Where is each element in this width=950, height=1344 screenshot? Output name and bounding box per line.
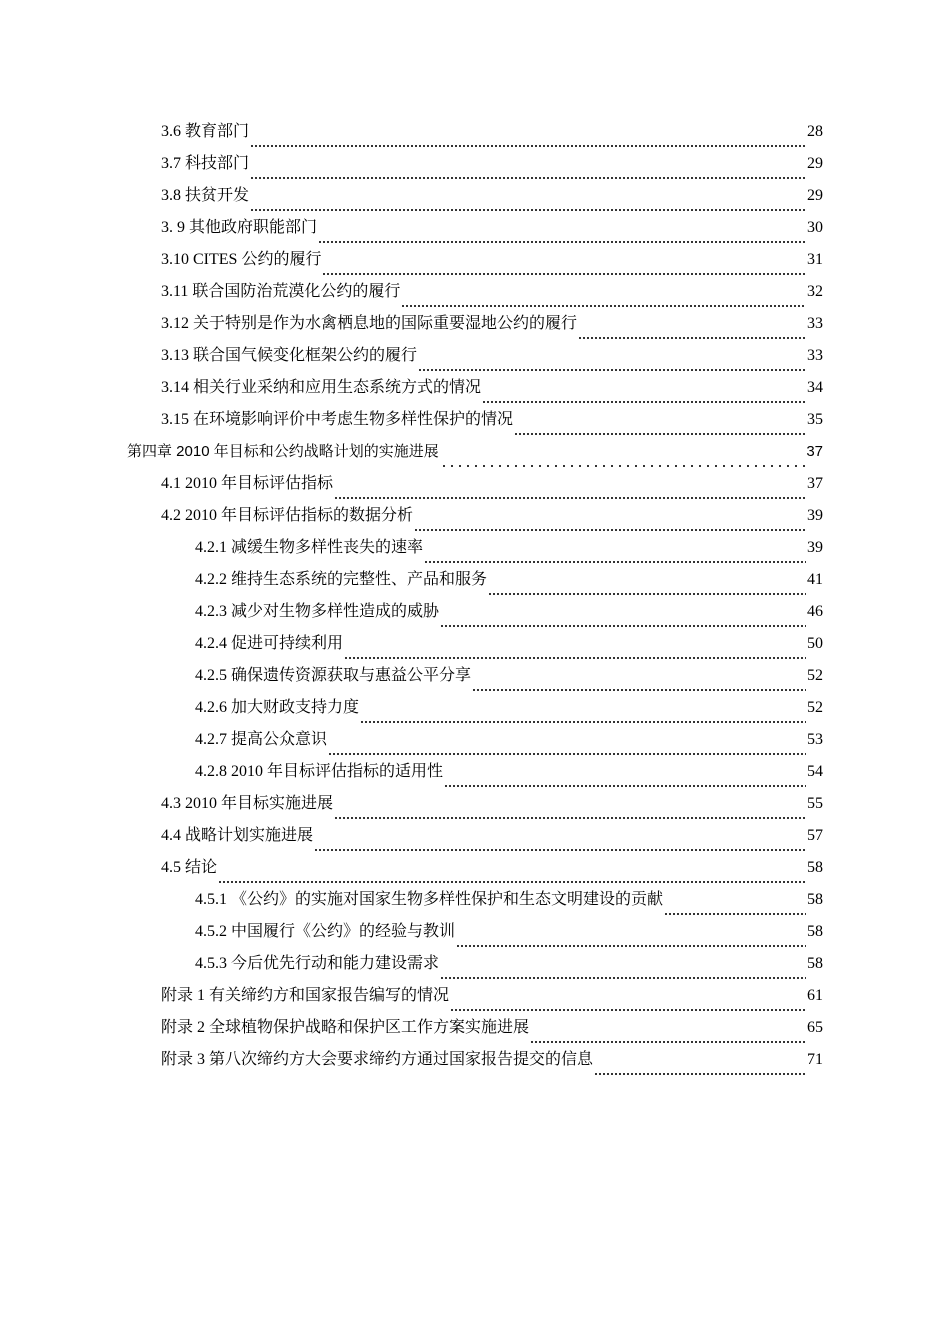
dot-leader <box>328 734 806 756</box>
dot-leader <box>514 414 806 436</box>
toc-entry-title: 3.12 关于特别是作为水禽栖息地的国际重要湿地公约的履行 <box>161 315 578 332</box>
toc-entry-page-number: 50 <box>807 635 823 652</box>
toc-entry[interactable] <box>0 756 950 788</box>
dot-leader <box>472 670 806 692</box>
toc-entry-page-number: 53 <box>807 731 823 748</box>
toc-entry[interactable] <box>0 212 950 244</box>
toc-entry[interactable] <box>0 660 950 692</box>
toc-entry[interactable] <box>0 116 950 148</box>
dot-leader <box>440 446 806 468</box>
toc-entry-page-number: 28 <box>807 123 823 140</box>
toc-entry-page-number: 58 <box>807 923 823 940</box>
toc-entry-page-number: 46 <box>807 603 823 620</box>
toc-entry-page-number: 57 <box>807 827 823 844</box>
toc-entry[interactable] <box>0 916 950 948</box>
dot-leader <box>456 926 806 948</box>
toc-entry-title: 附录 3 第八次缔约方大会要求缔约方通过国家报告提交的信息 <box>161 1051 594 1068</box>
toc-entry[interactable] <box>0 532 950 564</box>
toc-entry-title: 3.11 联合国防治荒漠化公约的履行 <box>161 283 401 300</box>
dot-leader <box>250 190 806 212</box>
dot-leader <box>250 158 806 180</box>
dot-leader <box>440 958 806 980</box>
toc-entry[interactable] <box>0 852 950 884</box>
toc-entry-title: 4.3 2010 年目标实施进展 <box>161 795 334 812</box>
toc-entry-title: 3.15 在环境影响评价中考虑生物多样性保护的情况 <box>161 411 514 428</box>
toc-entry-title: 4.2.5 确保遗传资源获取与惠益公平分享 <box>195 667 472 684</box>
toc-entry-page-number: 52 <box>807 699 823 716</box>
toc-entry-title: 4.5.3 今后优先行动和能力建设需求 <box>195 955 440 972</box>
toc-entry[interactable] <box>0 820 950 852</box>
dot-leader <box>318 222 806 244</box>
toc-entry-title: 3.13 联合国气候变化框架公约的履行 <box>161 347 418 364</box>
dot-leader <box>322 254 806 276</box>
toc-entry-title: 第四章 2010 年目标和公约战略计划的实施进展 <box>127 443 439 460</box>
toc-entry[interactable] <box>0 244 950 276</box>
toc-entry-page-number: 37 <box>807 475 823 492</box>
dot-leader <box>578 318 806 340</box>
toc-entry[interactable] <box>0 340 950 372</box>
toc-entry[interactable] <box>0 980 950 1012</box>
dot-leader <box>444 766 806 788</box>
toc-entry-title: 3.7 科技部门 <box>161 155 250 172</box>
toc-entry[interactable] <box>0 372 950 404</box>
dot-leader <box>594 1054 806 1076</box>
toc-entry-page-number: 58 <box>807 891 823 908</box>
toc-entry-page-number: 34 <box>807 379 823 396</box>
toc-entry-title: 4.2 2010 年目标评估指标的数据分析 <box>161 507 414 524</box>
toc-entry-page-number: 39 <box>807 539 823 556</box>
toc-entry-page-number: 37 <box>806 443 823 460</box>
toc-entry-title: 4.2.2 维持生态系统的完整性、产品和服务 <box>195 571 488 588</box>
toc-entry-title: 4.2.3 减少对生物多样性造成的威胁 <box>195 603 440 620</box>
toc-entry-title: 4.2.4 促进可持续利用 <box>195 635 344 652</box>
toc-entry[interactable] <box>0 148 950 180</box>
toc-entry[interactable] <box>0 1012 950 1044</box>
toc-entry-page-number: 55 <box>807 795 823 812</box>
toc-entry-page-number: 65 <box>807 1019 823 1036</box>
dot-leader <box>488 574 806 596</box>
toc-entry-page-number: 41 <box>807 571 823 588</box>
toc-entry-title: 4.4 战略计划实施进展 <box>161 827 314 844</box>
toc-entry-page-number: 30 <box>807 219 823 236</box>
dot-leader <box>334 478 806 500</box>
toc-entry-page-number: 31 <box>807 251 823 268</box>
toc-entry-title: 4.2.8 2010 年目标评估指标的适用性 <box>195 763 444 780</box>
toc-entry-page-number: 71 <box>807 1051 823 1068</box>
toc-entry-page-number: 29 <box>807 187 823 204</box>
toc-entry-page-number: 33 <box>807 315 823 332</box>
dot-leader <box>360 702 806 724</box>
toc-entry[interactable] <box>0 468 950 500</box>
toc-entry[interactable] <box>0 596 950 628</box>
toc-entry-title: 3.8 扶贫开发 <box>161 187 250 204</box>
toc-entry-title: 4.2.7 提高公众意识 <box>195 731 328 748</box>
dot-leader <box>440 606 806 628</box>
toc-entry-page-number: 58 <box>807 859 823 876</box>
dot-leader <box>218 862 806 884</box>
toc-chapter-entry[interactable] <box>0 436 950 468</box>
dot-leader <box>334 798 806 820</box>
toc-entry-title: 附录 2 全球植物保护战略和保护区工作方案实施进展 <box>161 1019 530 1036</box>
toc-entry[interactable] <box>0 948 950 980</box>
toc-entry[interactable] <box>0 180 950 212</box>
toc-entry-page-number: 61 <box>807 987 823 1004</box>
toc-entry-page-number: 32 <box>807 283 823 300</box>
toc-entry-page-number: 33 <box>807 347 823 364</box>
toc-entry[interactable] <box>0 564 950 596</box>
dot-leader <box>530 1022 806 1044</box>
toc-entry[interactable] <box>0 404 950 436</box>
table-of-contents <box>0 116 950 1076</box>
toc-entry-title: 4.5.2 中国履行《公约》的经验与教训 <box>195 923 456 940</box>
dot-leader <box>314 830 806 852</box>
toc-entry-title: 3.14 相关行业采纳和应用生态系统方式的情况 <box>161 379 482 396</box>
toc-entry-title: 4.2.6 加大财政支持力度 <box>195 699 360 716</box>
dot-leader <box>344 638 806 660</box>
toc-entry-page-number: 58 <box>807 955 823 972</box>
toc-entry-title: 3. 9 其他政府职能部门 <box>161 219 318 236</box>
toc-entry-title: 4.1 2010 年目标评估指标 <box>161 475 334 492</box>
toc-entry[interactable] <box>0 1044 950 1076</box>
toc-entry[interactable] <box>0 308 950 340</box>
toc-entry[interactable] <box>0 276 950 308</box>
dot-leader <box>414 510 806 532</box>
toc-entry-title: 4.5 结论 <box>161 859 218 876</box>
toc-entry-page-number: 39 <box>807 507 823 524</box>
dot-leader <box>450 990 806 1012</box>
toc-entry[interactable] <box>0 884 950 916</box>
toc-entry-page-number: 35 <box>807 411 823 428</box>
toc-entry-title: 4.2.1 减缓生物多样性丧失的速率 <box>195 539 424 556</box>
toc-entry-title: 附录 1 有关缔约方和国家报告编写的情况 <box>161 987 450 1004</box>
toc-entry[interactable] <box>0 500 950 532</box>
toc-entry[interactable] <box>0 788 950 820</box>
toc-entry[interactable] <box>0 628 950 660</box>
dot-leader <box>401 286 806 308</box>
toc-entry-page-number: 29 <box>807 155 823 172</box>
toc-entry-page-number: 54 <box>807 763 823 780</box>
dot-leader <box>664 894 806 916</box>
dot-leader <box>418 350 806 372</box>
toc-entry-page-number: 52 <box>807 667 823 684</box>
toc-entry-title: 4.5.1 《公约》的实施对国家生物多样性保护和生态文明建设的贡献 <box>195 891 664 908</box>
dot-leader <box>250 126 806 148</box>
toc-entry[interactable] <box>0 692 950 724</box>
toc-entry[interactable] <box>0 724 950 756</box>
toc-entry-title: 3.6 教育部门 <box>161 123 250 140</box>
dot-leader <box>482 382 806 404</box>
toc-entry-title: 3.10 CITES 公约的履行 <box>161 251 322 268</box>
dot-leader <box>424 542 806 564</box>
